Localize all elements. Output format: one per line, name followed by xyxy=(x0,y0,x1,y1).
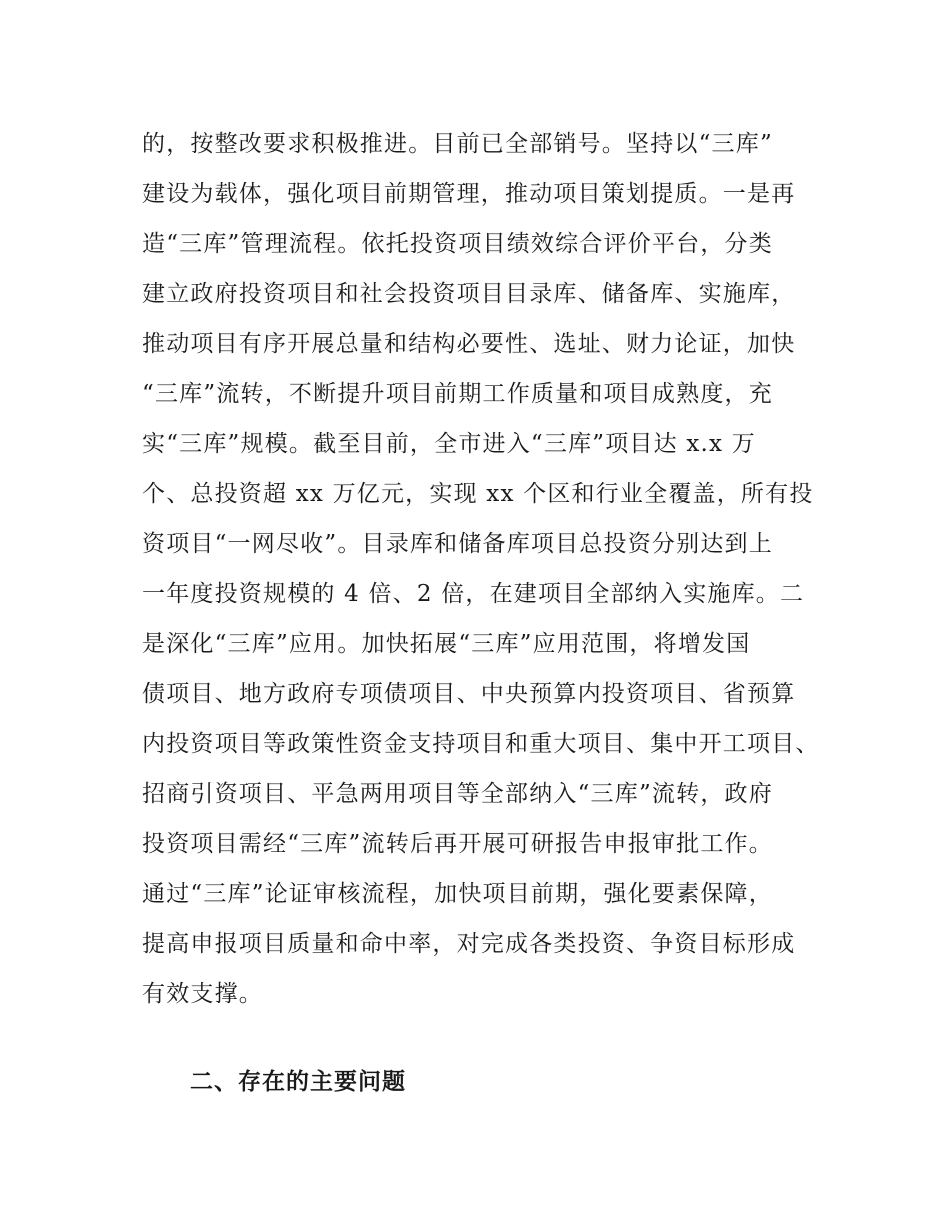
paragraph-line: 提高申报项目质量和命中率，对完成各类投资、争资目标形成 xyxy=(142,931,796,957)
paragraph-line: 一年度投资规模的 4 倍、2 倍，在建项目全部纳入实施库。二 xyxy=(142,581,805,607)
paragraph-line: “三库”流转，不断提升项目前期工作质量和项目成熟度，充 xyxy=(142,381,773,407)
paragraph-line: 投资项目需经“三库”流转后再开展可研报告申报审批工作。 xyxy=(142,831,773,857)
paragraph-line: 推动项目有序开展总量和结构必要性、选址、财力论证，加快 xyxy=(142,331,796,357)
paragraph-line: 个、总投资超 xx 万亿元，实现 xx 个区和行业全覆盖，所有投 xyxy=(142,481,814,507)
section-heading: 二、存在的主要问题 xyxy=(190,1069,406,1095)
paragraph-line: 是深化“三库”应用。加快拓展“三库”应用范围，将增发国 xyxy=(142,631,751,657)
paragraph-line: 招商引资项目、平急两用项目等全部纳入“三库”流转，政府 xyxy=(142,781,773,807)
paragraph-line: 建立政府投资项目和社会投资项目目录库、储备库、实施库， xyxy=(142,281,796,307)
paragraph-line: 资项目“一网尽收”。目录库和储备库项目总投资分别达到上 xyxy=(142,531,773,557)
paragraph-line: 实“三库”规模。截至目前，全市进入“三库”项目达 x.x 万 xyxy=(142,431,756,457)
paragraph-line: 建设为载体，强化项目前期管理，推动项目策划提质。一是再 xyxy=(142,181,796,207)
paragraph-line: 有效支撑。 xyxy=(142,981,263,1007)
paragraph-line: 通过“三库”论证审核流程，加快项目前期，强化要素保障， xyxy=(142,881,773,907)
paragraph-line: 的，按整改要求积极推进。目前已全部销号。坚持以“三库” xyxy=(142,131,773,157)
paragraph-line: 债项目、地方政府专项债项目、中央预算内投资项目、省预算 xyxy=(142,681,796,707)
paragraph-line: 内投资项目等政策性资金支持项目和重大项目、集中开工项目、 xyxy=(142,731,820,757)
paragraph-line: 造“三库”管理流程。依托投资项目绩效综合评价平台，分类 xyxy=(142,231,773,257)
